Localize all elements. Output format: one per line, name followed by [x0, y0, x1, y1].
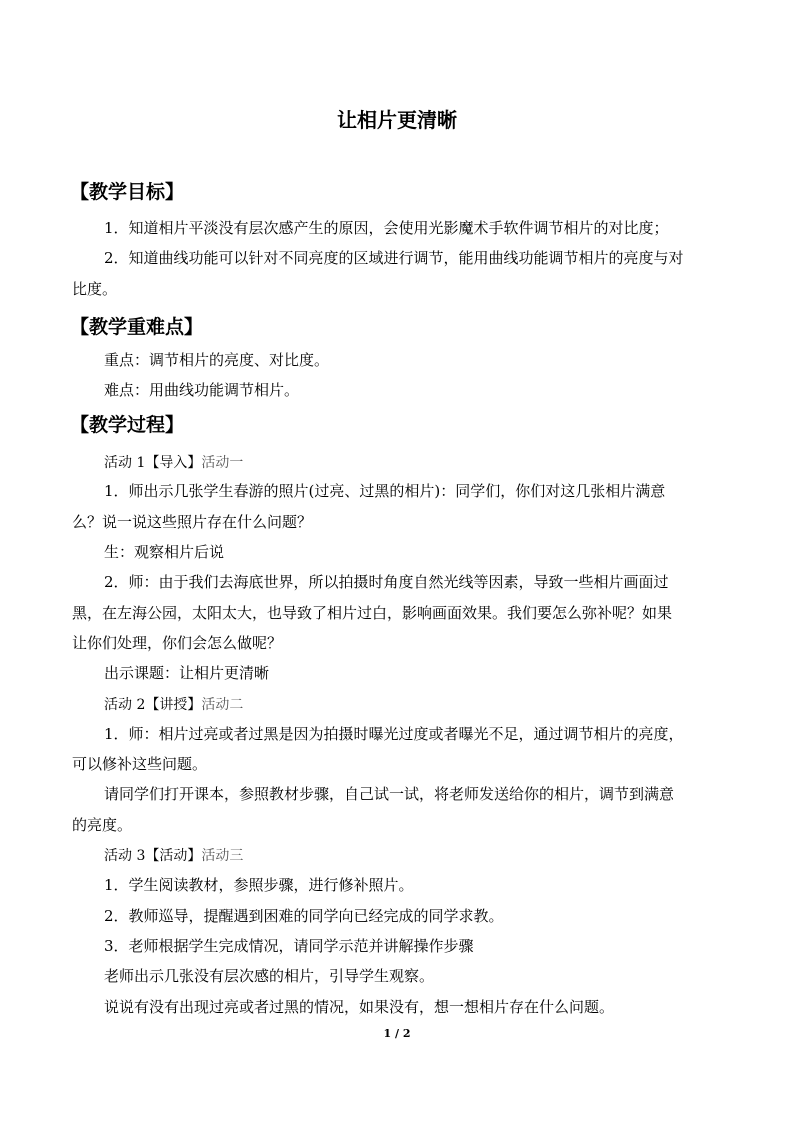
activity-3-item-3: 3．老师根据学生完成情况，请同学示范并讲解操作步骤 — [104, 937, 474, 955]
activity-2-name: 活动二 — [201, 697, 244, 713]
activity-2-paragraph-1-line-1: 1．师：相片过亮或者过黑是因为拍摄时曝光过度或者曝光不足，通过调节相片的亮度， — [104, 725, 684, 743]
section-heading-key-points: 【教学重难点】 — [70, 316, 204, 338]
activity-2-prefix: 活动 2 — [104, 697, 146, 713]
activity-3-item-2: 2．教师巡导，提醒遇到困难的同学向已经完成的同学求教。 — [104, 907, 504, 925]
activity-3-paragraph-4: 老师出示几张没有层次感的相片，引导学生观察。 — [104, 967, 435, 985]
activity-1-header — [104, 452, 243, 472]
activity-3-paragraph-5: 说说有没有出现过亮或者过黑的情况，如果没有，想一想相片存在什么问题。 — [104, 998, 615, 1016]
activity-2-paragraph-2-line-2: 的亮度。 — [72, 816, 133, 834]
activity-3-tag: 【活动】 — [145, 848, 202, 864]
activity-2-tag: 【讲授】 — [145, 697, 202, 713]
page-title: 让相片更清晰 — [337, 108, 457, 132]
activity-3-item-1: 1．学生阅读教材，参照步骤，进行修补照片。 — [104, 876, 414, 894]
activity-1-name: 活动一 — [201, 455, 244, 471]
activity-1-paragraph-2-line-3: 让你们处理，你们会怎么做呢？ — [72, 634, 283, 652]
activity-3-prefix: 活动 3 — [104, 848, 146, 864]
difficult-point: 难点：用曲线功能调节相片。 — [104, 381, 300, 399]
objective-item-2-line-2: 比度。 — [72, 280, 118, 298]
objective-item-2-line-1: 2．知道曲线功能可以针对不同亮度的区域进行调节，能用曲线功能调节相片的亮度与对 — [104, 249, 684, 267]
activity-3-name: 活动三 — [201, 848, 244, 864]
activity-1-tag: 【导入】 — [145, 455, 202, 471]
section-heading-objectives: 【教学目标】 — [70, 181, 185, 203]
key-point: 重点：调节相片的亮度、对比度。 — [104, 351, 330, 369]
activity-2-paragraph-2-line-1: 请同学们打开课本，参照教材步骤，自己试一试，将老师发送给你的相片，调节到满意 — [104, 785, 675, 803]
activity-1-student: 生：观察相片后说 — [104, 543, 225, 561]
page-number: 1 / 2 — [383, 1027, 411, 1040]
activity-1-paragraph-2-line-2: 黑，在左海公园，太阳太大，也导致了相片过白，影响画面效果。我们要怎么弥补呢？如果 — [72, 604, 673, 622]
objective-item-1: 1．知道相片平淡没有层次感产生的原因，会使用光影魔术手软件调节相片的对比度； — [104, 219, 669, 237]
activity-2-paragraph-1-line-2: 可以修补这些问题。 — [72, 755, 208, 773]
activity-3-header — [104, 845, 243, 865]
activity-1-paragraph-1-line-2: 么？说一说这些照片存在什么问题？ — [72, 513, 313, 531]
activity-2-header — [104, 694, 243, 714]
activity-1-prefix: 活动 1 — [104, 455, 146, 471]
activity-1-paragraph-2-line-1: 2．师：由于我们去海底世界，所以拍摄时角度自然光线等因素，导致一些相片画面过 — [104, 573, 669, 591]
section-heading-process: 【教学过程】 — [70, 414, 185, 436]
activity-1-paragraph-1-line-1: 1．师出示几张学生春游的照片(过亮、过黑的相片)：同学们，你们对这几张相片满意 — [104, 482, 666, 500]
activity-1-topic: 出示课题：让相片更清晰 — [104, 664, 270, 682]
